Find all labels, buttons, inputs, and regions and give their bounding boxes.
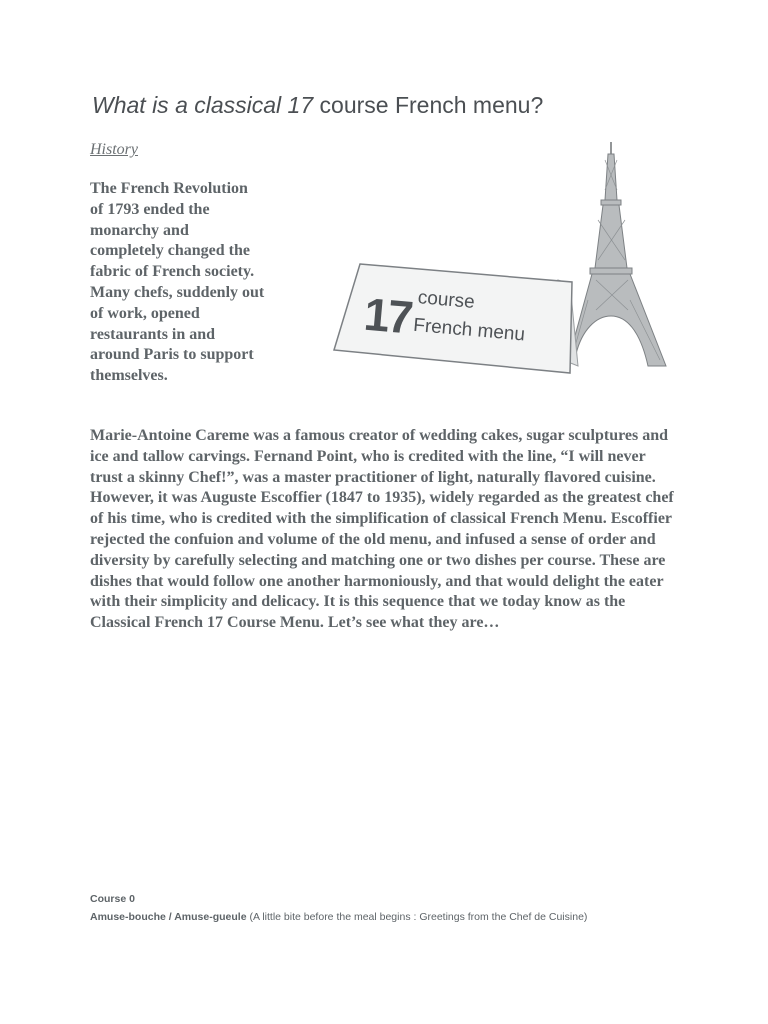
illustration-number: 17: [361, 287, 414, 344]
course-dish: Amuse-bouche / Amuse-gueule: [90, 911, 247, 923]
eiffel-tower-icon: [570, 142, 666, 366]
history-heading: History: [90, 141, 138, 158]
course-label: Course 0: [90, 893, 135, 905]
title-plain-part: course French menu?: [313, 92, 544, 118]
intro-paragraph: The French Revolution of 1793 ended the monarchy and completely changed the fabric of French society. Many chefs, suddenly out of work, opened restaurants in and around Paris to support themselves.: [90, 180, 265, 385]
illustration-course-word: course: [416, 287, 476, 314]
illustration-french-menu: French menu: [412, 314, 526, 346]
title-italic-part: What is a classical 17: [92, 92, 314, 118]
body-paragraph: Marie-Antoine Careme was a famous creator of wedding cakes, sugar sculptures and ice and tallow carvings. Fernand Point, who is credited with the line, “I will never trust a skinny Chef!”, was a master practitioner of light, naturally flavored cuisine. However, it was Auguste Escoffier (1847 to 1935), widely regarded as the greatest chef of his time, who is credited with the simplification of classical French Menu. Escoffier rejected the confuion and volume of the old menu, and infused a sense of order and diversity by carefully selecting and matching one or two dishes per course. These are dishes that would follow one another harmoniously, and that would delight the eater with their simplicity and delicacy. It is this sequence that we today know as the Classical French 17 Course Menu. Let’s see what they are…: [90, 427, 674, 632]
page-title: [92, 92, 543, 119]
menu-card-illustration: [330, 140, 675, 380]
course-line: [90, 911, 690, 923]
course-description: (A little bite before the meal begins : Greetings from the Chef de Cuisine): [246, 911, 588, 923]
course-block: [90, 893, 690, 923]
